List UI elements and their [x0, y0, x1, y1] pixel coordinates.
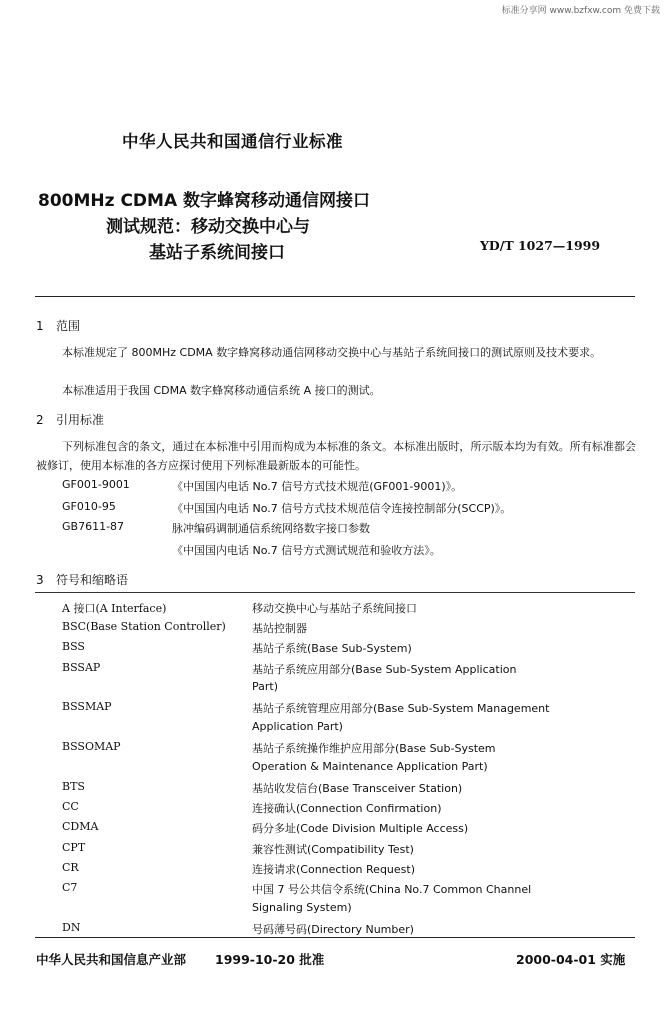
document-title-line-2: 测试规范：移动交换中心与 — [106, 217, 310, 237]
abbreviation-definition: Part) — [252, 680, 279, 694]
section-number: 2 — [36, 413, 44, 427]
abbreviation-definition: 码分多址(Code Division Multiple Access) — [252, 822, 469, 836]
abbreviation-definition: 基站收发信台(Base Transceiver Station) — [252, 782, 463, 795]
footer-approved-date: 1999-10-20 批准 — [215, 952, 325, 967]
abbreviation-term: BTS — [62, 780, 85, 793]
abbreviations-divider — [35, 592, 635, 593]
abbreviation-term: CDMA — [62, 820, 99, 834]
abbreviation-term: BSS — [62, 640, 85, 654]
abbreviation-definition: 基站子系统(Base Sub-System) — [252, 642, 412, 656]
reference-code: GF010-95 — [62, 500, 116, 513]
abbreviation-term: CPT — [62, 840, 86, 854]
section-references-heading — [36, 411, 104, 428]
industry-standard-label: 中华人民共和国通信行业标准 — [122, 132, 343, 151]
abbreviation-term: BSSAP — [62, 660, 101, 674]
section-scope-heading — [36, 317, 80, 334]
abbreviation-definition: 基站子系统管理应用部分(Base Sub-System Management — [252, 702, 550, 716]
abbreviation-term: A 接口(A Interface) — [62, 602, 167, 615]
scope-paragraph-1: 本标准规定了 800MHz CDMA 数字蜂窝移动通信网移动交换中心与基站子系统间接口的测试原则及技术要求。 — [62, 346, 602, 359]
abbreviation-term: BSC(Base Station Controller) — [62, 620, 226, 634]
abbreviation-term: C7 — [62, 881, 78, 894]
section-abbreviations-heading — [36, 571, 128, 588]
abbreviation-definition: 基站子系统操作维护应用部分(Base Sub-System — [252, 742, 496, 756]
abbreviation-definition: 移动交换中心与基站子系统间接口 — [252, 602, 417, 615]
document-title-line-3: 基站子系统间接口 — [149, 243, 285, 263]
abbreviation-term: DN — [62, 920, 81, 934]
footer-implemented-date: 2000-04-01 实施 — [516, 952, 626, 967]
abbreviation-term: BSSMAP — [62, 700, 112, 714]
section-title: 引用标准 — [56, 413, 105, 427]
abbreviation-definition: 号码薄号码(Directory Number) — [252, 922, 414, 936]
reference-title: 脉冲编码调制通信系统网络数字接口参数 — [172, 522, 370, 535]
scope-paragraph-2: 本标准适用于我国 CDMA 数字蜂窝移动通信系统 A 接口的测试。 — [62, 384, 381, 397]
footer-issuer: 中华人民共和国信息产业部 — [36, 952, 187, 967]
abbreviation-definition: 连接确认(Connection Confirmation) — [252, 802, 442, 816]
abbreviation-definition: 中国 7 号公共信令系统(China No.7 Common Channel — [252, 883, 532, 896]
references-intro: 下列标准包含的条文，通过在本标准中引用而构成为本标准的条文。本标准出版时，所示版本均为有效。所有标准都会被修订，使用本标准的各方应探讨使用下列标准最新版本的可能性。 — [36, 440, 636, 472]
section-number: 1 — [36, 319, 44, 333]
section-title: 范围 — [56, 319, 81, 333]
abbreviation-term: CC — [62, 800, 79, 814]
abbreviation-definition: 基站控制器 — [252, 622, 307, 636]
abbreviation-definition: Signaling System) — [252, 900, 352, 914]
reference-code: GF001-9001 — [62, 478, 130, 491]
abbreviation-definition: Application Part) — [252, 720, 343, 733]
header-divider — [35, 296, 635, 297]
section-title: 符号和缩略语 — [56, 573, 129, 587]
abbreviation-definition: Operation & Maintenance Application Part) — [252, 759, 488, 773]
abbreviation-definition: 基站子系统应用部分(Base Sub-System Application — [252, 662, 517, 676]
reference-title: 《中国国内电话 No.7 信号方式技术规范信令连接控制部分(SCCP)》。 — [172, 502, 512, 515]
abbreviation-term: BSSOMAP — [62, 740, 121, 754]
reference-title: 《中国国内电话 No.7 信号方式技术规范(GF001-9001)》。 — [172, 480, 463, 493]
document-title-line-1: 800MHz CDMA 数字蜂窝移动通信网接口 — [38, 191, 371, 211]
reference-code: GB7611-87 — [62, 520, 125, 533]
abbreviation-definition: 连接请求(Connection Request) — [252, 862, 416, 876]
abbreviation-definition: 兼容性测试(Compatibility Test) — [252, 842, 414, 856]
site-watermark: 标准分享网 www.bzfxw.com 免费下载 — [501, 6, 660, 16]
reference-title: 《中国国内电话 No.7 信号方式测试规范和验收方法》。 — [172, 544, 441, 557]
abbreviation-term: CR — [62, 860, 79, 874]
section-number: 3 — [36, 573, 44, 587]
standard-number: YD/T 1027—1999 — [480, 238, 601, 253]
footer-divider — [35, 937, 635, 938]
